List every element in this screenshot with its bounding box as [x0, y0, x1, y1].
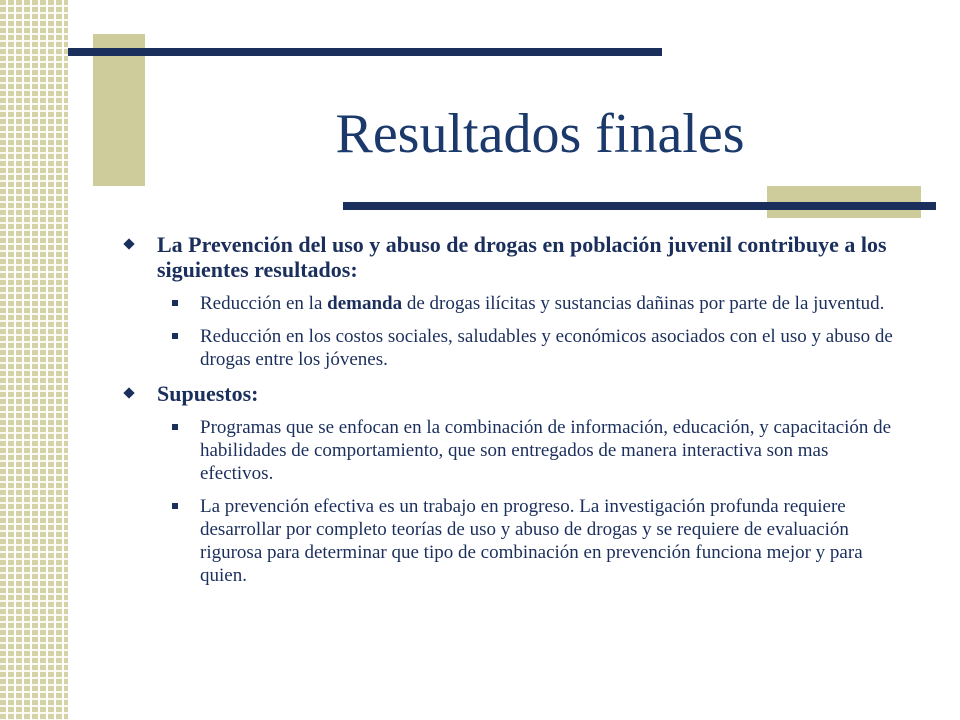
sub-bullet-demand-reduction [120, 292, 900, 315]
slide-content [120, 232, 900, 597]
square-bullet-icon [172, 300, 178, 306]
sub-bullet-programs [120, 416, 900, 485]
decorative-navy-bar-bottom [343, 202, 936, 210]
sub-bullet-text-before: Reducción en la [200, 293, 328, 314]
slide-title: Resultados finales [335, 103, 745, 165]
bullet-assumptions-text: Supuestos: [157, 381, 259, 406]
square-bullet-icon [172, 503, 178, 509]
sub-bullet-text-after: de drogas ilícitas y sustancias dañinas por parte de la juventud. [402, 293, 885, 314]
bullet-outcomes [120, 232, 900, 282]
square-bullet-icon [172, 424, 178, 430]
decorative-navy-bar-top [68, 48, 662, 56]
decorative-side-stripes [0, 0, 68, 720]
diamond-bullet-icon [123, 387, 134, 398]
sub-bullet-emphasis: demanda [327, 293, 403, 314]
bullet-assumptions [120, 381, 900, 406]
sub-bullet-text: Programas que se enfocan en la combinación de información, educación, y capacitación de habilidades de comportamiento, que son entregados de manera interactiva son mas efectivos. [200, 417, 892, 484]
sub-bullet-text: Reducción en los costos sociales, saludables y económicos asociados con el uso y abuso de drogas entre los jóvenes. [200, 326, 893, 370]
assumptions-sublist [120, 416, 900, 587]
sub-bullet-cost-reduction [120, 325, 900, 371]
outcomes-sublist [120, 292, 900, 371]
decorative-khaki-block-top [93, 34, 145, 186]
sub-bullet-effective-prevention [120, 495, 900, 587]
square-bullet-icon [172, 333, 178, 339]
diamond-bullet-icon [123, 238, 134, 249]
sub-bullet-text: La prevención efectiva es un trabajo en progreso. La investigación profunda requiere desarrollar por completo teorías de uso y abuso de drogas y se requiere de evaluación rigurosa para determinar que tipo de combinación en prevención funciona mejor y para quien. [200, 496, 863, 586]
bullet-outcomes-text: La Prevención del uso y abuso de drogas en población juvenil contribuye a los siguientes resultados: [157, 232, 887, 282]
